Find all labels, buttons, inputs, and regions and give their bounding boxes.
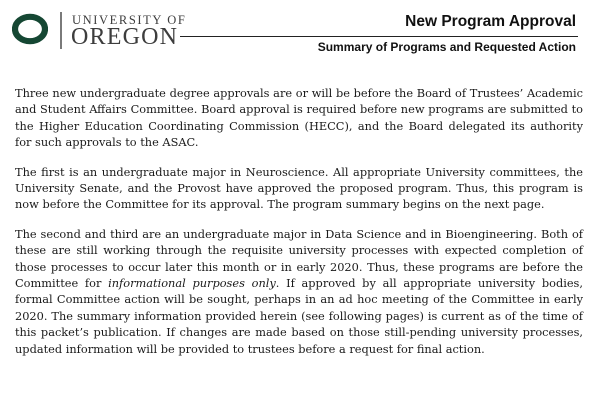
- oregon-o-logo-icon: [12, 13, 48, 45]
- page-title: New Program Approval: [405, 13, 576, 30]
- paragraph-neuroscience: The first is an undergraduate major in Neuroscience. All appropriate University committees, the University Senate, and the Provost have approved the proposed program. Thus, this program is now before the Committee for its approval. The program summary begins on the next page.: [15, 164, 583, 212]
- logo-oregon-text: OREGON: [71, 24, 179, 50]
- header-rule: [180, 36, 578, 37]
- logo-university-text: UNIVERSITY OF: [72, 13, 187, 27]
- emphasis-text: informational purposes only: [108, 276, 276, 291]
- paragraph-intro: Three new undergraduate degree approvals are or will be before the Board of Trustees’ Academic and Student Affairs Committee. Board approval is required before new programs are submitted to the Higher Education Coordinating Commission (HECC), and the Board delegated its authority for such approvals to the ASAC.: [15, 86, 583, 150]
- paragraph-text-after: . If approved by all appropriate university bodies, formal Committee action will be sought, perhaps in an ad hoc meeting of the Committee in early 2020. The summary information provided herein (see following pages) is current as of the time of this packet’s publication. If changes are made based on those still-pending university processes, updated information will be provided to trustees before a request for final action.: [15, 276, 583, 356]
- paragraph-data-science-bioengineering: [15, 226, 583, 357]
- logo-divider: [60, 12, 62, 49]
- document-body: [15, 85, 583, 370]
- paragraph-text-before: The second and third are an undergraduate major in Data Science and in Bioengineering. Both of these are still working through the requisite university processes with expected completion of those processes to occur later this month or in early 2020. Thus, these programs are before the Committee for: [15, 226, 583, 291]
- page-subtitle: Summary of Programs and Requested Action: [317, 40, 576, 54]
- document-header: [0, 0, 600, 64]
